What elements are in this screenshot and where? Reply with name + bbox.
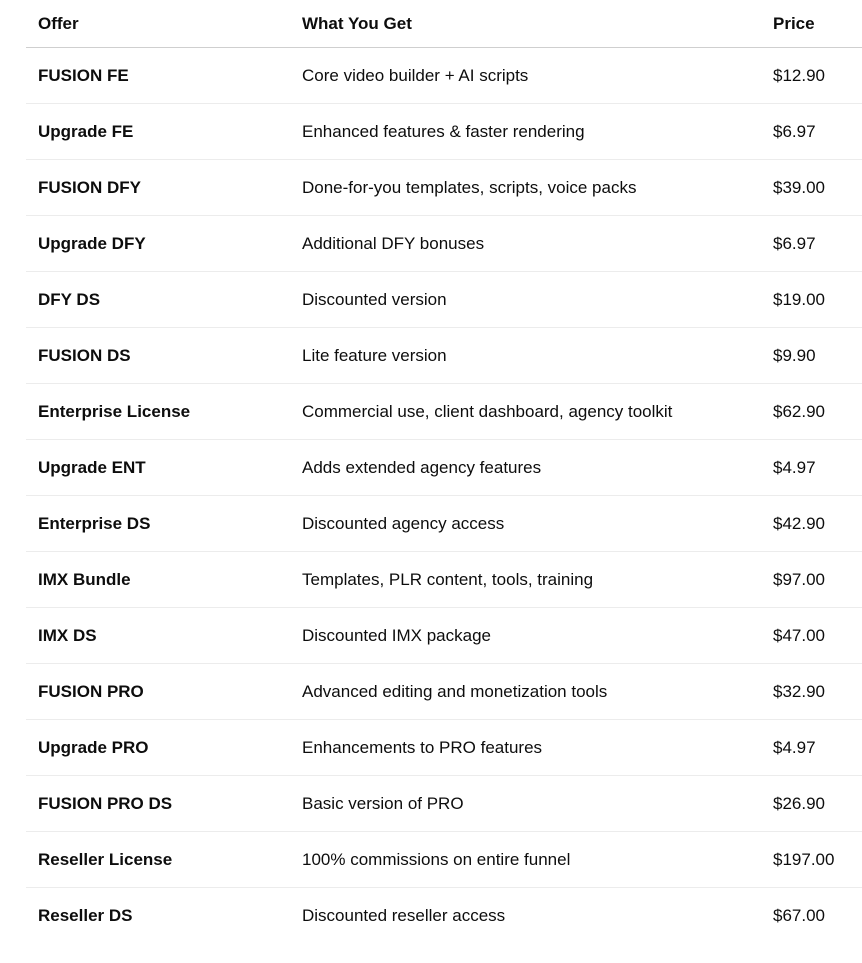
- price-cell: $4.97: [761, 440, 862, 496]
- price-cell: $62.90: [761, 384, 862, 440]
- table-row: [26, 832, 862, 888]
- column-header-price: Price: [761, 0, 862, 48]
- table-row: [26, 608, 862, 664]
- offer-cell: Enterprise License: [26, 384, 290, 440]
- table-body: [26, 48, 862, 944]
- header-row: [26, 0, 862, 48]
- what-you-get-cell: Commercial use, client dashboard, agency toolkit: [290, 384, 761, 440]
- what-you-get-cell: Advanced editing and monetization tools: [290, 664, 761, 720]
- table-row: [26, 776, 862, 832]
- pricing-table: [26, 0, 862, 943]
- offer-cell: Reseller DS: [38, 905, 133, 925]
- price-cell: $47.00: [761, 608, 862, 664]
- offer-cell: IMX Bundle: [26, 552, 290, 608]
- offer-cell: IMX DS: [26, 608, 290, 664]
- what-you-get-cell: Discounted reseller access: [302, 905, 506, 925]
- table-row: [26, 384, 862, 440]
- table-row: [26, 496, 862, 552]
- column-header-offer: Offer: [26, 0, 290, 48]
- offer-cell: FUSION DS: [26, 328, 290, 384]
- column-header-what-you-get: What You Get: [290, 0, 761, 48]
- what-you-get-cell: Core video builder + AI scripts: [290, 48, 761, 104]
- price-cell: $12.90: [761, 48, 862, 104]
- what-you-get-cell: Lite feature version: [290, 328, 761, 384]
- table-header: [26, 0, 862, 48]
- price-cell: $42.90: [761, 496, 862, 552]
- price-cell: $197.00: [761, 832, 862, 888]
- price-cell: $19.00: [761, 272, 862, 328]
- table-row: [26, 48, 862, 104]
- offer-cell: Upgrade FE: [26, 104, 290, 160]
- offer-cell: FUSION DFY: [26, 160, 290, 216]
- price-cell: $39.00: [761, 160, 862, 216]
- table-row: [26, 160, 862, 216]
- offer-cell: DFY DS: [26, 272, 290, 328]
- table-row: [26, 272, 862, 328]
- price-cell: $6.97: [761, 104, 862, 160]
- price-cell: $26.90: [761, 776, 862, 832]
- what-you-get-cell: Discounted agency access: [290, 496, 761, 552]
- what-you-get-cell: Discounted version: [290, 272, 761, 328]
- table-row: [26, 328, 862, 384]
- what-you-get-cell: Enhanced features & faster rendering: [290, 104, 761, 160]
- table-row: [26, 440, 862, 496]
- table-row: [26, 104, 862, 160]
- what-you-get-cell: Additional DFY bonuses: [290, 216, 761, 272]
- what-you-get-cell: Discounted IMX package: [290, 608, 761, 664]
- what-you-get-cell: 100% commissions on entire funnel: [290, 832, 761, 888]
- price-cell: $32.90: [761, 664, 862, 720]
- what-you-get-cell: Templates, PLR content, tools, training: [290, 552, 761, 608]
- table-row: [26, 216, 862, 272]
- offer-cell: Upgrade ENT: [26, 440, 290, 496]
- offer-cell: Enterprise DS: [26, 496, 290, 552]
- offer-cell: Reseller License: [26, 832, 290, 888]
- offer-cell: FUSION PRO DS: [26, 776, 290, 832]
- what-you-get-cell: Basic version of PRO: [290, 776, 761, 832]
- offer-cell: FUSION PRO: [26, 664, 290, 720]
- price-cell: $6.97: [761, 216, 862, 272]
- what-you-get-cell: Adds extended agency features: [290, 440, 761, 496]
- price-cell: $67.00: [773, 905, 825, 925]
- table-row: [26, 664, 862, 720]
- offer-cell: Upgrade DFY: [26, 216, 290, 272]
- offer-cell: FUSION FE: [26, 48, 290, 104]
- table-row: [26, 552, 862, 608]
- price-cell: $9.90: [761, 328, 862, 384]
- price-cell: $97.00: [761, 552, 862, 608]
- table-row: [26, 888, 862, 944]
- offer-cell: Upgrade PRO: [26, 720, 290, 776]
- table-row: [26, 720, 862, 776]
- price-cell: $4.97: [761, 720, 862, 776]
- what-you-get-cell: Enhancements to PRO features: [290, 720, 761, 776]
- what-you-get-cell: Done-for-you templates, scripts, voice packs: [290, 160, 761, 216]
